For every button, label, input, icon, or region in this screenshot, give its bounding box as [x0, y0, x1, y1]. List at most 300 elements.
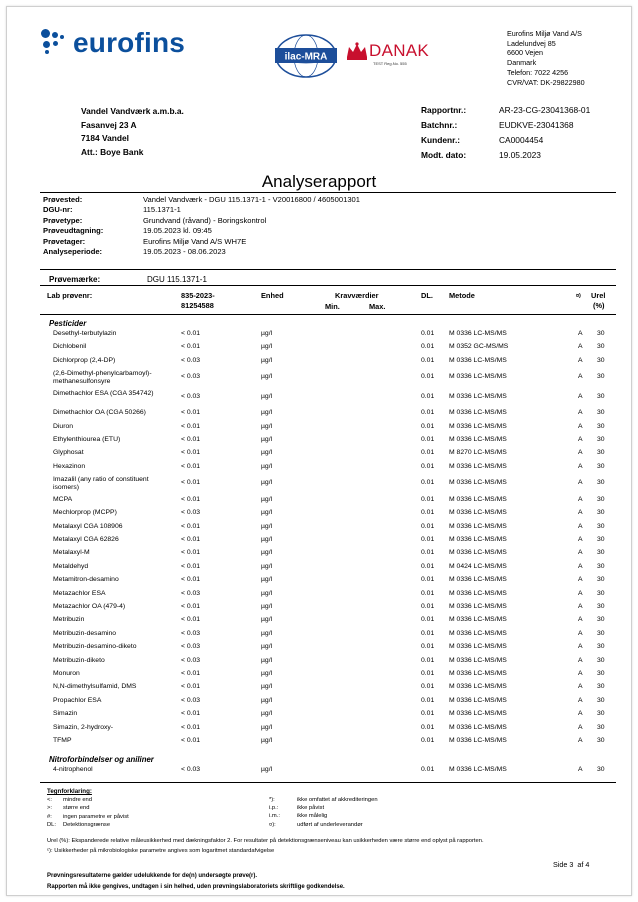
danak-reg-text: TEST Reg.No. 555	[373, 61, 407, 66]
divider	[40, 285, 616, 286]
row-unit: µg/l	[261, 479, 273, 487]
page-current: 3	[569, 860, 574, 869]
row-name: Ethylenthiourea (ETU)	[53, 436, 121, 443]
legend-symbol: i.m.:	[269, 813, 280, 820]
row-name: Metazachlor ESA	[53, 589, 106, 597]
row-unit: µg/l	[261, 495, 273, 503]
row-dl: 0.01	[421, 330, 435, 337]
row-name: MCPA	[53, 495, 73, 503]
report-meta-row	[421, 118, 590, 133]
row-name: Mechlorprop (MCPP)	[53, 509, 117, 517]
legend-symbol: DL:	[47, 821, 57, 828]
row-result: < 0.01	[181, 409, 201, 417]
row-method: M 0336 LC-MS/MS	[449, 535, 507, 543]
legend-row	[47, 813, 129, 821]
page-of: af	[577, 860, 584, 869]
legend-row	[269, 796, 378, 804]
row-method: M 0336 LC-MS/MS	[449, 509, 507, 517]
row-accreditation: A	[578, 723, 583, 731]
row-unit: µg/l	[261, 343, 273, 351]
row-accreditation: A	[578, 535, 583, 543]
row-unit: µg/l	[261, 723, 273, 731]
row-method: M 0336 LC-MS/MS	[449, 373, 507, 381]
row-name: Dimethachlor OA (CGA 50266)	[53, 409, 146, 417]
row-urel: 30	[597, 422, 605, 430]
row-dl: 0.01	[421, 589, 435, 597]
sample-info-label: Prøvetype:	[43, 215, 83, 225]
row-accreditation: A	[578, 436, 583, 443]
row-unit: µg/l	[261, 509, 273, 517]
row-dl: 0.01	[421, 436, 435, 443]
row-unit: µg/l	[261, 576, 273, 584]
row-method: M 0336 LC-MS/MS	[449, 392, 507, 400]
legend-row	[47, 796, 129, 804]
row-accreditation: A	[578, 356, 583, 364]
row-name: Hexazinon	[53, 462, 86, 470]
row-unit: µg/l	[261, 696, 273, 704]
row-dl: 0.01	[421, 495, 435, 503]
row-result: < 0.01	[181, 736, 201, 744]
row-method: M 0336 LC-MS/MS	[449, 589, 507, 597]
sample-mark	[49, 275, 207, 284]
row-urel: 30	[597, 629, 605, 637]
ilac-mra-logo	[273, 33, 339, 79]
row-accreditation: A	[578, 562, 583, 570]
row-method: M 0336 LC-MS/MS	[449, 616, 507, 624]
row-method: M 0336 LC-MS/MS	[449, 462, 507, 470]
row-dl: 0.01	[421, 409, 435, 417]
report-page	[6, 6, 632, 896]
row-accreditation: A	[578, 462, 583, 470]
row-method: M 0336 LC-MS/MS	[449, 409, 507, 417]
row-method: M 0336 LC-MS/MS	[449, 669, 507, 677]
meta-label: Rapportnr.:	[421, 105, 467, 115]
sample-info-value: 19.05.2023 kl. 09:45	[143, 226, 212, 236]
row-urel: 30	[597, 436, 605, 443]
row-urel: 30	[597, 449, 605, 457]
row-urel: 30	[597, 522, 605, 530]
row-dl: 0.01	[421, 356, 435, 364]
row-result: < 0.03	[181, 589, 201, 597]
row-name: Glyphosat	[53, 449, 84, 457]
row-urel: 30	[597, 766, 605, 774]
row-unit: µg/l	[261, 766, 273, 774]
header-sample-id-1: 835-2023-	[181, 291, 215, 300]
sample-info-label: Prøvested:	[43, 195, 83, 204]
row-method: M 0336 LC-MS/MS	[449, 479, 507, 487]
header-method: Metode	[449, 291, 475, 300]
row-urel: 30	[597, 549, 605, 557]
row-dl: 0.01	[421, 479, 435, 487]
row-method: M 0336 LC-MS/MS	[449, 696, 507, 704]
legend-text: ikke målelig	[297, 813, 328, 820]
row-result: < 0.01	[181, 616, 201, 624]
row-urel: 30	[597, 683, 605, 691]
row-unit: µg/l	[261, 643, 273, 651]
divider	[40, 269, 616, 270]
row-accreditation: A	[578, 422, 583, 430]
row-unit: µg/l	[261, 422, 273, 430]
lab-address-line: Eurofins Miljø Vand A/S	[507, 29, 582, 38]
meta-value: 19.05.2023	[499, 150, 541, 160]
row-name: Metribuzin	[53, 616, 85, 624]
sample-info-row	[43, 247, 360, 257]
note-line: Urel (%): Ekspanderede relative måleusikkerhed med dækningsfaktor 2. For resultater på detektionsgrænseniveau kan usikkerheden være større end oplyst på rapporten.	[47, 838, 484, 844]
row-dl: 0.01	[421, 535, 435, 543]
row-result: < 0.01	[181, 683, 201, 691]
row-accreditation: A	[578, 495, 583, 503]
report-meta-row	[421, 103, 590, 118]
row-method: M 0336 LC-MS/MS	[449, 576, 507, 584]
sample-info-value: 115.1371-1	[143, 205, 181, 215]
footer	[47, 871, 345, 893]
row-urel: 30	[597, 562, 605, 570]
row-name: Metalaxyl CGA 108906	[53, 522, 123, 530]
sample-info-row	[43, 226, 360, 236]
row-name: Simazin	[53, 710, 78, 718]
notes	[47, 836, 484, 856]
row-unit: µg/l	[261, 669, 273, 677]
row-result: < 0.03	[181, 766, 201, 774]
lab-address-line: Danmark	[507, 58, 537, 68]
report-meta	[421, 103, 590, 163]
row-name: TFMP	[53, 736, 72, 744]
row-accreditation: A	[578, 616, 583, 624]
sample-info-value: Eurofins Miljø Vand A/S WH7E	[143, 236, 247, 246]
legend-symbol: >:	[47, 805, 52, 812]
row-result: < 0.01	[181, 522, 201, 530]
row-name: Metazachlor OA (479-4)	[53, 602, 126, 610]
legend-symbol: <:	[47, 797, 52, 804]
row-urel: 30	[597, 462, 605, 470]
row-accreditation: A	[578, 373, 583, 381]
row-accreditation: A	[578, 392, 583, 400]
sample-info-label: DGU-nr:	[43, 205, 73, 215]
row-urel: 30	[597, 643, 605, 651]
row-accreditation: A	[578, 629, 583, 637]
header-acc: ¤)	[576, 293, 581, 299]
customer-address-line: Att.: Boye Bank	[81, 146, 144, 157]
row-unit: µg/l	[261, 562, 273, 570]
danak-logo	[345, 41, 430, 66]
row-result: < 0.01	[181, 549, 201, 557]
header-lab: Lab prøvenr:	[47, 291, 93, 300]
sample-info-value: 19.05.2023 - 08.06.2023	[143, 247, 226, 257]
row-urel: 30	[597, 409, 605, 417]
row-result: < 0.03	[181, 696, 201, 704]
row-method: M 0336 LC-MS/MS	[449, 710, 507, 718]
sample-info-row	[43, 216, 360, 226]
row-accreditation: A	[578, 509, 583, 517]
row-name: Diuron	[53, 422, 74, 430]
row-result: < 0.01	[181, 343, 201, 351]
row-name: Desethyl-terbutylazin	[53, 330, 117, 337]
customer-address-line: Vandel Vandværk a.m.b.a.	[81, 106, 184, 116]
row-dl: 0.01	[421, 616, 435, 624]
row-name: Dimethachlor ESA (CGA 354742)	[53, 389, 154, 397]
row-urel: 30	[597, 343, 605, 351]
row-urel: 30	[597, 669, 605, 677]
eurofins-logo-text: eurofins	[73, 27, 186, 58]
row-name: N,N-dimethylsulfamid, DMS	[53, 683, 137, 691]
row-result: < 0.03	[181, 373, 201, 381]
customer-address	[81, 105, 184, 159]
legend-row	[269, 821, 378, 829]
row-method: M 0336 LC-MS/MS	[449, 436, 507, 443]
row-method: M 8270 LC-MS/MS	[449, 449, 507, 457]
row-result: < 0.01	[181, 449, 201, 457]
row-method: M 0336 LC-MS/MS	[449, 602, 507, 610]
legend-symbol: *):	[269, 797, 275, 803]
row-dl: 0.01	[421, 669, 435, 677]
danak-text: DANAK	[369, 41, 430, 60]
row-unit: µg/l	[261, 549, 273, 557]
report-meta-row	[421, 133, 590, 148]
row-urel: 30	[597, 710, 605, 718]
row-name: Dichlorprop (2,4-DP)	[53, 356, 116, 364]
row-result: < 0.01	[181, 723, 201, 731]
row-dl: 0.01	[421, 449, 435, 457]
sample-info-value: Vandel Vandværk - DGU 115.1371-1 - V20016800 / 4605001301	[143, 195, 360, 204]
row-accreditation: A	[578, 683, 583, 691]
row-accreditation: A	[578, 589, 583, 597]
row-unit: µg/l	[261, 656, 273, 664]
row-result: < 0.01	[181, 495, 201, 503]
row-accreditation: A	[578, 343, 583, 351]
row-result: < 0.03	[181, 356, 201, 364]
row-dl: 0.01	[421, 656, 435, 664]
header-max: Max.	[369, 302, 386, 311]
row-method: M 0352 GC-MS/MS	[449, 343, 509, 351]
row-unit: µg/l	[261, 589, 273, 597]
row-result: < 0.01	[181, 422, 201, 430]
customer-address-line: Fasanvej 23 A	[81, 119, 137, 130]
page-total: 4	[585, 860, 590, 869]
lab-address-line: CVR/VAT: DK-29822980	[507, 77, 585, 87]
row-method: M 0336 LC-MS/MS	[449, 683, 507, 691]
customer-address-line: 7184 Vandel	[81, 133, 129, 143]
divider	[40, 782, 616, 783]
ilac-mra-text: ilac-MRA	[284, 51, 328, 63]
group-heading: Pesticider	[49, 319, 87, 328]
lab-address-line: Telefon: 7022 4256	[507, 67, 569, 77]
row-urel: 30	[597, 602, 605, 610]
row-accreditation: A	[578, 656, 583, 664]
legend-text: ingen parametre er påvist	[63, 813, 129, 820]
row-result: < 0.01	[181, 710, 201, 718]
row-result: < 0.01	[181, 535, 201, 543]
row-urel: 30	[597, 696, 605, 704]
row-urel: 30	[597, 736, 605, 744]
row-urel: 30	[597, 495, 605, 503]
legend-row	[269, 812, 378, 820]
row-urel: 30	[597, 616, 605, 624]
row-accreditation: A	[578, 736, 583, 744]
legend-right	[269, 796, 378, 829]
crown-icon	[345, 41, 369, 61]
row-result: < 0.03	[181, 392, 201, 400]
row-dl: 0.01	[421, 343, 435, 351]
row-urel: 30	[597, 479, 605, 487]
row-result: < 0.01	[181, 562, 201, 570]
legend-text: udført af underleverandør	[297, 821, 363, 828]
row-accreditation: A	[578, 766, 583, 774]
row-result: < 0.01	[181, 330, 201, 337]
row-name: (2,6-Dimethyl-phenylcarbamoyl)-methanesulfonsyre	[53, 370, 152, 386]
row-urel: 30	[597, 576, 605, 584]
legend-row	[47, 804, 129, 812]
row-method: M 0336 LC-MS/MS	[449, 495, 507, 503]
row-urel: 30	[597, 656, 605, 664]
row-unit: µg/l	[261, 373, 273, 381]
row-method: M 0336 LC-MS/MS	[449, 629, 507, 637]
divider	[40, 314, 616, 315]
sample-info-label: Analyseperiode:	[43, 247, 103, 257]
row-urel: 30	[597, 589, 605, 597]
row-dl: 0.01	[421, 643, 435, 651]
row-accreditation: A	[578, 643, 583, 651]
eurofins-logo	[41, 27, 185, 59]
row-unit: µg/l	[261, 392, 273, 400]
row-dl: 0.01	[421, 576, 435, 584]
legend-row	[269, 804, 378, 812]
header-unit: Enhed	[261, 291, 284, 300]
row-name: Metamitron-desamino	[53, 576, 119, 584]
row-method: M 0336 LC-MS/MS	[449, 422, 507, 430]
row-accreditation: A	[578, 330, 583, 337]
row-urel: 30	[597, 373, 605, 381]
meta-label: Batchnr.:	[421, 120, 458, 130]
row-name: Metalaxyl-M	[53, 549, 90, 557]
sample-info-label: Prøvetager:	[43, 236, 86, 246]
row-result: < 0.01	[181, 576, 201, 584]
row-method: M 0336 LC-MS/MS	[449, 643, 507, 651]
sample-mark-label: Prøvemærke:	[49, 275, 101, 284]
header-sample-id-2: 81254588	[181, 301, 214, 310]
footer-line: Prøvningsresultaterne gælder udelukkende for de(n) undersøgte prøve(r).	[47, 873, 258, 879]
row-unit: µg/l	[261, 602, 273, 610]
legend-title: Tegnforklaring:	[47, 788, 92, 795]
sample-info-row	[43, 237, 360, 247]
header-min: Min.	[325, 302, 340, 311]
row-unit: µg/l	[261, 409, 273, 417]
row-name: Imazalil (any ratio of constituent isomers)	[53, 476, 149, 492]
lab-address-line: 6600 Vejen	[507, 48, 543, 58]
row-result: < 0.01	[181, 669, 201, 677]
row-name: Simazin, 2-hydroxy-	[53, 723, 114, 731]
sample-info-label: Prøveudtagning:	[43, 226, 104, 236]
row-accreditation: A	[578, 449, 583, 457]
header-urel: Urel	[591, 291, 606, 300]
row-method: M 0336 LC-MS/MS	[449, 549, 507, 557]
row-dl: 0.01	[421, 710, 435, 718]
row-accreditation: A	[578, 522, 583, 530]
header-krav: Kravværdier	[335, 291, 379, 300]
legend-text: ikke omfattet af akkrediteringen	[297, 797, 378, 803]
row-accreditation: A	[578, 576, 583, 584]
legend-row	[47, 821, 129, 829]
footer-line: Rapporten må ikke gengives, undtagen i sin helhed, uden prøvningslaboratoriets skriftlige godkendelse.	[47, 884, 345, 890]
note-line: ᶜ): Usikkerheder på mikrobiologiske parametre angives som logaritmet standardafvigelse	[47, 848, 275, 854]
row-accreditation: A	[578, 696, 583, 704]
row-name: Metribuzin-desamino	[53, 629, 117, 637]
legend-symbol: ¤):	[269, 821, 276, 828]
row-dl: 0.01	[421, 629, 435, 637]
row-dl: 0.01	[421, 462, 435, 470]
row-dl: 0.01	[421, 392, 435, 400]
sample-info-row	[43, 195, 360, 205]
page-label: Side	[553, 860, 568, 869]
row-urel: 30	[597, 535, 605, 543]
header-dl: DL.	[421, 291, 433, 300]
report-title: Analyserapport	[261, 172, 377, 191]
row-accreditation: A	[578, 669, 583, 677]
row-dl: 0.01	[421, 562, 435, 570]
legend-text: Detektionsgrænse	[63, 821, 111, 828]
row-name: Propachlor ESA	[53, 696, 102, 704]
row-method: M 0336 LC-MS/MS	[449, 330, 507, 337]
sample-mark-value: DGU 115.1371-1	[147, 275, 207, 284]
page-number	[553, 860, 589, 869]
row-name: Metribuzin-diketo	[53, 656, 105, 664]
row-unit: µg/l	[261, 462, 273, 470]
eurofins-logo-icon	[41, 29, 69, 57]
row-unit: µg/l	[261, 710, 273, 718]
meta-value: AR-23-CG-23041368-01	[499, 105, 591, 115]
row-result: < 0.03	[181, 656, 201, 664]
row-urel: 30	[597, 509, 605, 517]
row-result: < 0.01	[181, 479, 201, 487]
row-dl: 0.01	[421, 422, 435, 430]
meta-label: Modt. dato:	[421, 150, 467, 160]
row-name: Metribuzin-desamino-diketo	[53, 643, 137, 651]
row-unit: µg/l	[261, 736, 273, 744]
lab-address	[507, 29, 585, 87]
row-name: 4-nitrophenol	[53, 766, 93, 774]
row-result: < 0.03	[181, 509, 201, 517]
row-method: M 0336 LC-MS/MS	[449, 656, 507, 664]
divider	[40, 192, 616, 193]
row-unit: µg/l	[261, 616, 273, 624]
row-unit: µg/l	[261, 522, 273, 530]
meta-label: Kundenr.:	[421, 135, 461, 145]
row-dl: 0.01	[421, 736, 435, 744]
row-name: Dichlobenil	[53, 343, 87, 351]
legend-text: ikke påvist	[297, 805, 325, 812]
row-name: Metaldehyd	[53, 562, 89, 570]
row-result: < 0.01	[181, 436, 201, 443]
row-dl: 0.01	[421, 602, 435, 610]
sample-info	[43, 195, 360, 257]
row-urel: 30	[597, 723, 605, 731]
row-accreditation: A	[578, 479, 583, 487]
row-accreditation: A	[578, 409, 583, 417]
row-accreditation: A	[578, 602, 583, 610]
meta-value: CA0004454	[499, 135, 544, 145]
row-name: Metalaxyl CGA 62826	[53, 535, 119, 543]
legend	[47, 788, 129, 829]
row-result: < 0.03	[181, 643, 201, 651]
row-dl: 0.01	[421, 373, 435, 381]
row-unit: µg/l	[261, 535, 273, 543]
row-unit: µg/l	[261, 449, 273, 457]
row-accreditation: A	[578, 549, 583, 557]
report-meta-row	[421, 148, 590, 163]
legend-text: større end	[63, 805, 90, 812]
row-urel: 30	[597, 392, 605, 400]
legend-symbol: #:	[47, 813, 52, 820]
sample-info-value: Grundvand (råvand) - Boringskontrol	[143, 215, 267, 225]
